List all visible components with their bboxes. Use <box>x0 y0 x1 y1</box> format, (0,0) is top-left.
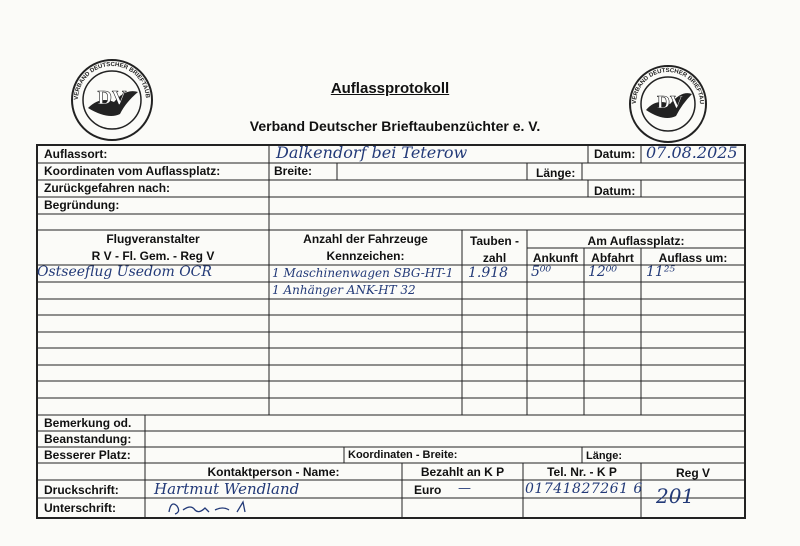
besserer-platz-label: Besserer Platz: <box>44 448 131 462</box>
auflassort-label: Auflassort: <box>44 147 108 161</box>
druckschrift-label: Druckschrift: <box>44 483 119 497</box>
col-ankunft-header: Ankunft <box>532 251 579 265</box>
col-tauben-subheader: zahl <box>482 251 507 265</box>
datum-label: Datum: <box>594 147 636 161</box>
row2-fahrzeuge: 1 Anhänger ANK-HT 32 <box>272 283 416 297</box>
col-abfahrt-header: Abfahrt <box>591 251 634 265</box>
auflassort-value: Dalkendorf bei Teterow <box>276 143 468 162</box>
seal-ring-text: VERBAND DEUTSCHER BRIEFTAUB <box>73 61 150 101</box>
bezahlt-header: Bezahlt an K P <box>420 465 505 479</box>
euro-label: Euro <box>414 483 442 497</box>
euro-value: — <box>458 481 471 496</box>
svg-text:DV: DV <box>657 92 683 112</box>
document-subtitle: Verband Deutscher Brieftaubenzüchter e. V. <box>249 118 541 134</box>
svg-text:DV: DV <box>97 87 127 109</box>
telnr-header: Tel. Nr. - K P <box>547 465 617 479</box>
koord-breite-label: Koordinaten - Breite: <box>348 449 458 461</box>
koordinaten-label: Koordinaten vom Auflassplatz: <box>44 164 221 178</box>
seal-ring-text: VERBAND DEUTSCHER BRIEFTAU <box>631 67 705 105</box>
druckschrift-value: Hartmut Wendland <box>154 480 300 498</box>
row1-ankunft: 5⁰⁰ <box>531 264 552 280</box>
bottom-laenge-label: Länge: <box>586 450 623 462</box>
bemerkung-label: Bemerkung od. <box>44 416 132 430</box>
row1-auflass: 11²⁵ <box>646 264 676 280</box>
row1-abfahrt: 12⁰⁰ <box>588 264 618 280</box>
breite-label: Breite: <box>274 164 313 178</box>
beanstandung-label: Beanstandung: <box>44 432 132 446</box>
kontaktperson-header: Kontaktperson - Name: <box>207 465 340 479</box>
tel-value: 01741827261 6 <box>525 481 643 497</box>
row1-fahrzeuge: 1 Maschinenwagen SBG-HT-1 <box>272 266 454 280</box>
regv-value: 201 <box>656 484 695 508</box>
datum2-label: Datum: <box>594 184 636 198</box>
col-tauben-header: Tauben - <box>469 234 520 248</box>
row1-tauben: 1.918 <box>468 265 509 281</box>
zurueckgefahren-label: Zurückgefahren nach: <box>44 181 171 195</box>
col-fahrzeuge-header: Anzahl der Fahrzeuge <box>303 232 428 246</box>
laenge-label: Länge: <box>536 166 576 180</box>
col-auflass-header: Auflass um: <box>658 251 728 265</box>
begruendung-label: Begründung: <box>44 198 120 212</box>
row1-veranstalter: Ostseeflug Usedom OCR <box>37 264 212 280</box>
col-veranstalter-header: Flugveranstalter <box>106 232 200 246</box>
regv-header: Reg V <box>675 466 710 480</box>
col-veranstalter-subheader: R V - Fl. Gem. - Reg V <box>91 249 215 263</box>
unterschrift-label: Unterschrift: <box>44 501 117 515</box>
datum-value: 07.08.2025 <box>646 143 738 162</box>
col-am-auflassplatz-header: Am Auflassplatz: <box>587 234 685 248</box>
signature-icon <box>165 498 255 518</box>
col-fahrzeuge-subheader: Kennzeichen: <box>326 249 405 263</box>
document-title: Auflassprotokoll <box>330 80 450 97</box>
